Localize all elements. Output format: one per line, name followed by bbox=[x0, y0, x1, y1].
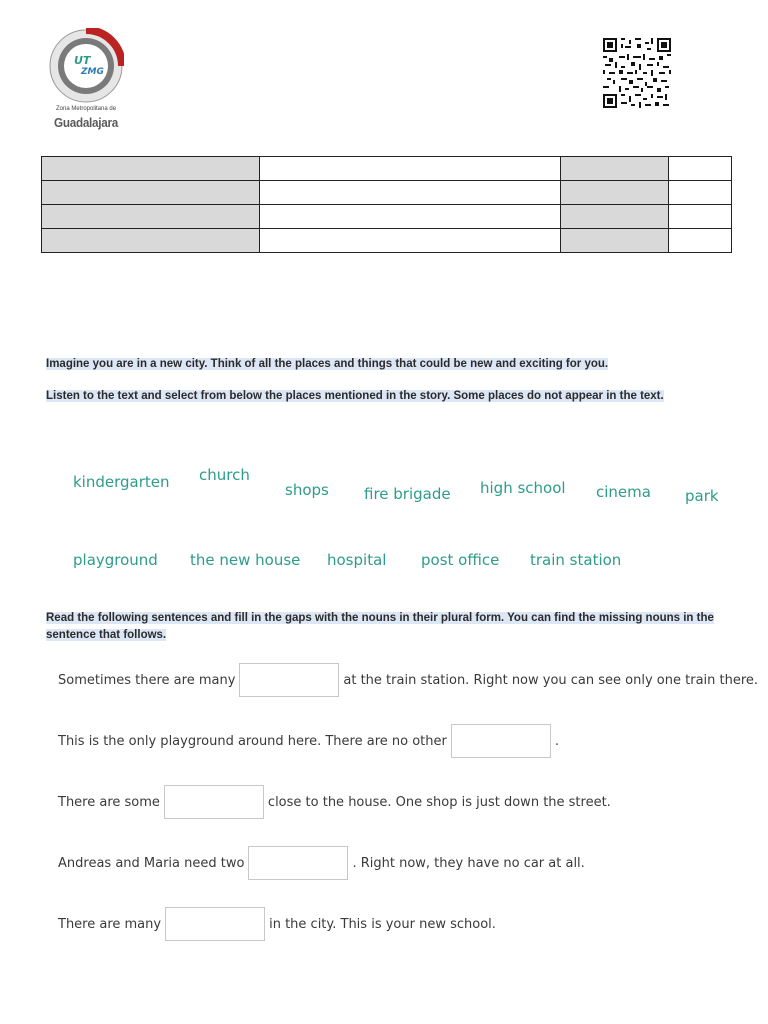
table-cell bbox=[561, 157, 669, 181]
table-cell bbox=[42, 157, 260, 181]
table-cell bbox=[42, 229, 260, 253]
word-option[interactable]: cinema bbox=[596, 483, 651, 501]
gap-input[interactable] bbox=[165, 907, 265, 941]
instruction-text: Read the following sentences and fill in the gaps with the nouns in their plural form. You can find the missing nouns in the sentence that follows. bbox=[46, 612, 714, 641]
table-cell[interactable] bbox=[259, 205, 561, 229]
sentence-before: There are some bbox=[58, 794, 160, 810]
table-cell bbox=[42, 205, 260, 229]
word-option[interactable]: the new house bbox=[190, 551, 301, 569]
table-cell[interactable] bbox=[259, 181, 561, 205]
gap-input[interactable] bbox=[164, 785, 264, 819]
table-row bbox=[42, 229, 732, 253]
word-option[interactable]: playground bbox=[73, 551, 158, 569]
sentence-before: Sometimes there are many bbox=[58, 672, 236, 688]
table-cell[interactable] bbox=[669, 181, 732, 205]
instruction-imagine bbox=[46, 356, 726, 373]
word-option[interactable]: church bbox=[199, 466, 250, 484]
gap-input[interactable] bbox=[451, 724, 551, 758]
word-option[interactable]: kindergarten bbox=[73, 473, 170, 491]
gap-input[interactable] bbox=[248, 846, 348, 880]
table-cell bbox=[561, 229, 669, 253]
gap-sentence bbox=[58, 785, 611, 819]
sentence-before: Andreas and Maria need two bbox=[58, 855, 245, 871]
student-info-table bbox=[41, 156, 732, 253]
svg-text:ZMG: ZMG bbox=[81, 67, 104, 77]
seal-icon bbox=[48, 28, 124, 104]
table-cell[interactable] bbox=[669, 229, 732, 253]
gap-input[interactable] bbox=[239, 663, 339, 697]
table-cell[interactable] bbox=[259, 157, 561, 181]
word-option[interactable]: hospital bbox=[327, 551, 387, 569]
table-cell bbox=[561, 181, 669, 205]
gap-sentence bbox=[58, 846, 585, 880]
word-option[interactable]: post office bbox=[421, 551, 500, 569]
sentence-after: in the city. This is your new school. bbox=[269, 916, 496, 932]
table-row bbox=[42, 157, 732, 181]
sentence-before: There are many bbox=[58, 916, 162, 932]
instruction-read bbox=[46, 610, 726, 644]
word-option[interactable]: shops bbox=[285, 481, 329, 499]
university-logo bbox=[46, 28, 130, 132]
sentence-after: at the train station. Right now you can see only one train there. bbox=[343, 672, 759, 688]
logo-zone-text: Zona Metropolitana de bbox=[56, 106, 117, 112]
sentence-after: close to the house. One shop is just down the street. bbox=[267, 794, 611, 810]
table-cell[interactable] bbox=[669, 157, 732, 181]
instruction-text: Listen to the text and select from below the places mentioned in the story. Some places do not appear in the text. bbox=[46, 390, 664, 402]
table-row bbox=[42, 205, 732, 229]
gap-sentence bbox=[58, 663, 758, 697]
sentence-before: This is the only playground around here. There are no other bbox=[58, 733, 447, 749]
sentence-after: . bbox=[554, 733, 559, 749]
word-option[interactable]: fire brigade bbox=[364, 485, 451, 503]
logo-city-text: Guadalajara bbox=[54, 115, 119, 130]
gap-sentence bbox=[58, 724, 559, 758]
table-cell[interactable] bbox=[669, 205, 732, 229]
word-option[interactable]: park bbox=[685, 487, 719, 505]
svg-text:UT: UT bbox=[74, 54, 91, 67]
word-option[interactable]: high school bbox=[480, 479, 566, 497]
table-cell bbox=[561, 205, 669, 229]
word-option[interactable]: train station bbox=[530, 551, 622, 569]
instruction-text: Imagine you are in a new city. Think of all the places and things that could be new and exciting for you. bbox=[46, 358, 609, 370]
sentence-after: . Right now, they have no car at all. bbox=[352, 855, 585, 871]
gap-sentence bbox=[58, 907, 496, 941]
qr-code-icon bbox=[603, 38, 671, 108]
table-cell[interactable] bbox=[259, 229, 561, 253]
instruction-listen bbox=[46, 388, 726, 405]
table-cell bbox=[42, 181, 260, 205]
table-row bbox=[42, 181, 732, 205]
